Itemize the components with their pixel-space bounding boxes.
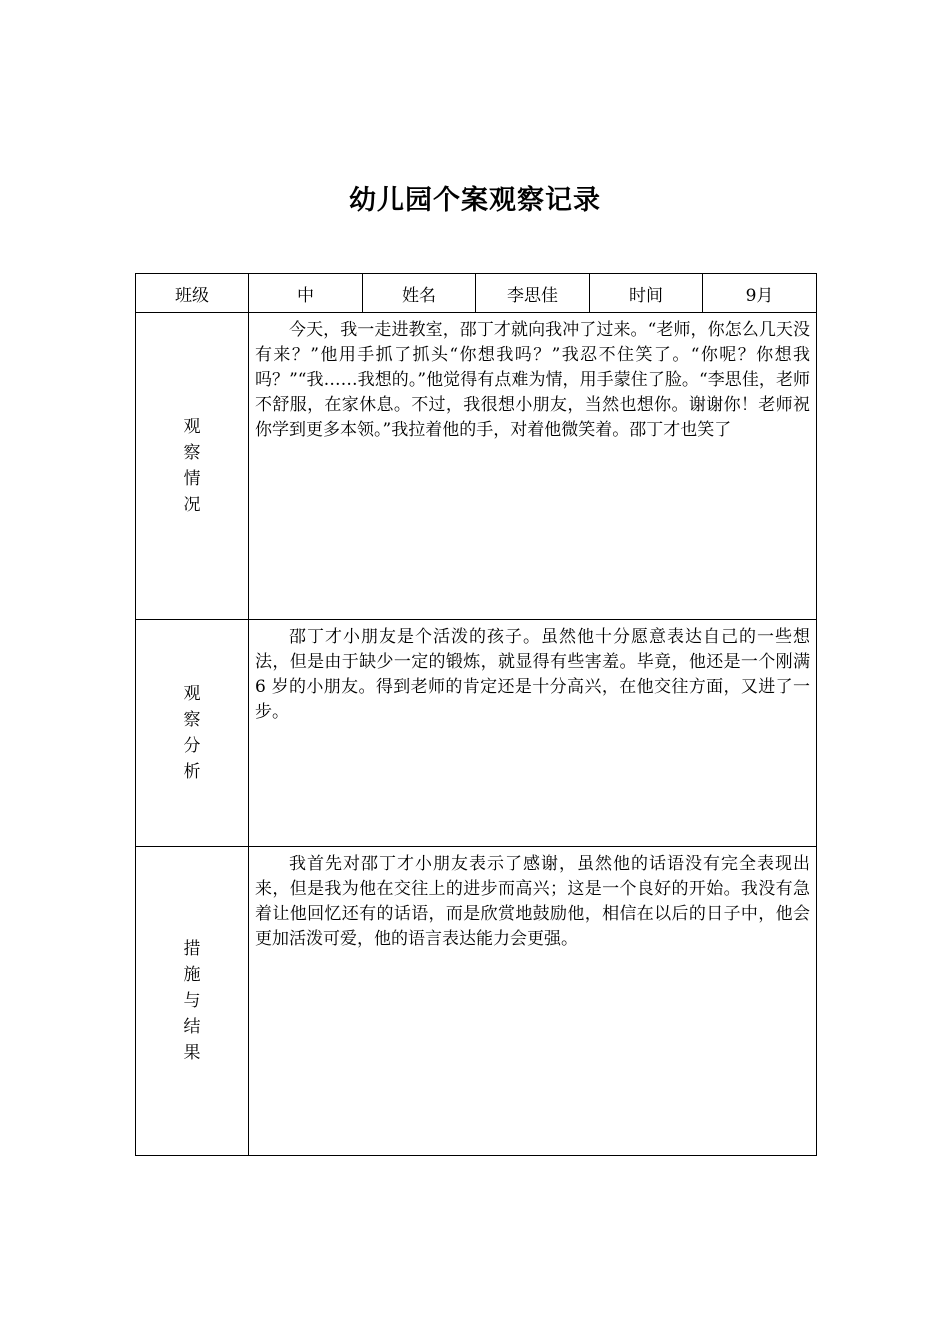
observation-analysis-label: 观 察 分 析 [183, 684, 201, 782]
time-label: 时间 [590, 274, 703, 313]
header-row [136, 274, 817, 313]
observation-analysis-label-cell [136, 620, 249, 847]
class-label: 班级 [136, 274, 249, 313]
name-value: 李思佳 [476, 274, 590, 313]
measures-results-content-cell [249, 847, 817, 1156]
observation-analysis-content-cell [249, 620, 817, 847]
measures-results-label-cell [136, 847, 249, 1156]
measures-results-row [136, 847, 817, 1156]
class-value: 中 [249, 274, 363, 313]
observation-situation-label-cell [136, 313, 249, 620]
measures-results-label: 措 施 与 结 果 [183, 939, 201, 1063]
observation-situation-content-cell [249, 313, 817, 620]
observation-situation-label: 观 察 情 况 [183, 417, 201, 515]
name-label: 姓名 [363, 274, 476, 313]
observation-record-table [135, 273, 817, 1156]
observation-analysis-row [136, 620, 817, 847]
observation-situation-text: 今天，我一走进教室，邵丁才就向我冲了过来。“老师，你怎么几天没有来？”他用手抓了抓头“你想我吗？”我忍不住笑了。“你呢？你想我吗？”“我……我想的。”他觉得有点难为情，用手蒙住了脸。“李思佳，老师不舒服，在家休息。不过，我很想小朋友，当然也想你。谢谢你！老师祝你学到更多本领。”我拉着他的手，对着他微笑着。邵丁才也笑了 [255, 320, 810, 440]
observation-analysis-text: 邵丁才小朋友是个活泼的孩子。虽然他十分愿意表达自己的一些想法，但是由于缺少一定的锻炼，就显得有些害羞。毕竟，他还是一个刚满 6 岁的小朋友。得到老师的肯定还是十分高兴，在他交往方面，又进了一步。 [255, 627, 810, 722]
observation-situation-row [136, 313, 817, 620]
time-value: 9月 [703, 274, 817, 313]
measures-results-text: 我首先对邵丁才小朋友表示了感谢，虽然他的话语没有完全表现出来，但是我为他在交往上的进步而高兴；这是一个良好的开始。我没有急着让他回忆还有的话语，而是欣赏地鼓励他，相信在以后的日子中，他会更加活泼可爱，他的语言表达能力会更强。 [255, 854, 810, 949]
page-title: 幼儿园个案观察记录 [349, 185, 601, 216]
